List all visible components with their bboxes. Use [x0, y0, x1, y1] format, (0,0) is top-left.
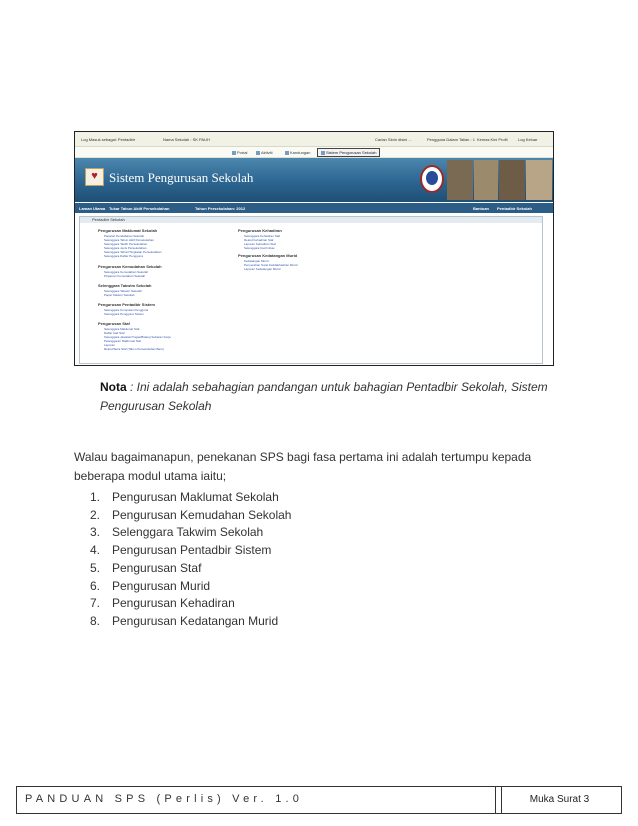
school-label: Nama Sekolah : SK PAUH [163, 137, 210, 142]
list-text: Selenggara Takwim Sekolah [112, 525, 264, 540]
online-label: Pengguna Dalam Talian : 1 [427, 137, 475, 142]
kandungan-label: Kandungan [290, 150, 311, 155]
link-item[interactable]: Penyerahan Surat Ketidakhadiran Murid [244, 263, 298, 267]
portal-icon [232, 151, 236, 155]
link-item[interactable]: Daftar Kad Staf [104, 331, 125, 335]
link-item[interactable]: Laporan [104, 343, 116, 347]
link-item[interactable]: Paparan Pendaftaran Sekolah [104, 234, 145, 238]
section-maklumat-sekolah: Pengurusan Maklumat Sekolah [98, 228, 158, 233]
list-item [90, 595, 291, 613]
banner-photo-4 [526, 160, 552, 200]
screenshot-toolbar [75, 147, 553, 158]
footer-title-cell [17, 787, 496, 813]
link-item[interactable]: Pinjaman Kemudahan Sekolah [104, 274, 146, 278]
link-item[interactable]: Selenggara Jawatan/Tugas/Bidang Sebaran Kerja [104, 335, 171, 339]
link-item[interactable]: Selenggara Kad Imbas [244, 246, 275, 250]
list-number: 2. [90, 507, 101, 522]
section-kedatangan-murid: Pengurusan Kedatangan Murid [238, 253, 298, 258]
portal-tab[interactable] [232, 150, 247, 155]
sistem-label: Sistem Pengurusan Sekolah [326, 150, 377, 155]
list-number: 3. [90, 525, 101, 540]
module-list [90, 489, 291, 631]
section-pentadbir-sistem: Pengurusan Pentadbir Sistem [98, 302, 155, 307]
screenshot-navbar [75, 203, 553, 213]
page-footer [16, 786, 622, 814]
aktiviti-tab[interactable] [256, 150, 273, 155]
link-item[interactable]: Rekod Kehadiran Staf [244, 238, 274, 242]
link-item[interactable]: Selenggara Kehadiran Staf [244, 234, 281, 238]
link-item[interactable]: Selenggara Daftar Pengguna [104, 254, 143, 258]
list-text: Pengurusan Kehadiran [112, 596, 235, 611]
list-number: 1. [90, 490, 101, 504]
emblem-icon [420, 165, 444, 193]
link-item[interactable]: Selenggara Maklumat Staf [104, 327, 140, 331]
list-text: Pengurusan Kemudahan Sekolah [112, 507, 292, 522]
emblem-center [426, 171, 438, 185]
aktiviti-icon [256, 151, 260, 155]
portal-label: Portal [237, 150, 248, 155]
list-number: 5. [90, 560, 101, 575]
banner-photo-2 [474, 160, 498, 200]
nav-tukar-tahun[interactable]: Tukar Tahun Aktif Persekolahan [109, 206, 170, 211]
profile-link[interactable]: Kemas Kini Profil [477, 137, 508, 142]
list-item [90, 560, 291, 578]
banner-photo-3 [499, 160, 525, 200]
list-number: 6. [90, 578, 101, 593]
intro-paragraph: Walau bagaimanapun, penekanan SPS bagi fasa pertama ini adalah tertumpu kepada beberapa modul utama iaitu; [74, 450, 532, 483]
link-item[interactable]: Laporan Kehadiran Staf [244, 242, 276, 246]
list-item [90, 578, 291, 596]
link-item[interactable]: Selenggara Jenis Persekolahan [104, 246, 147, 250]
section-kehadiran: Pengurusan Kehadiran [238, 228, 282, 233]
panel-header-label: Pentadbir Sekolah [92, 217, 125, 222]
link-item[interactable]: Selenggara Tarikh Persekolahan [104, 242, 148, 246]
screenshot-note [100, 378, 570, 416]
link-item[interactable]: Pelanggaran Maklumat Staf [104, 339, 142, 343]
nav-tahun-persekolahan: Tahun Persekolahan: 2012 [195, 206, 246, 211]
nav-pentadbir-sekolah[interactable]: Pentadbir Sekolah [497, 206, 532, 211]
link-item[interactable]: Selenggara Tahun Aktif Persekolahan [104, 238, 154, 242]
list-text: Pengurusan Kedatangan Murid [112, 613, 279, 628]
link-item[interactable]: Selenggara Tahun/Tingkatan Persekolahan [104, 250, 162, 254]
section-kemudahan-sekolah: Pengurusan Kemudahan Sekolah [98, 264, 162, 269]
list-number: 8. [90, 613, 101, 628]
sistem-icon [321, 151, 325, 155]
link-item[interactable]: Rekod Beza Staf (Tahun Persekolahan Baru) [104, 347, 164, 351]
banner-photo-1 [447, 160, 473, 200]
kandungan-tab[interactable] [285, 150, 310, 155]
screenshot-topbar [75, 132, 553, 147]
search-label[interactable]: Carian Skrin disini ... [375, 137, 412, 142]
system-screenshot [74, 131, 554, 366]
list-text: Pengurusan Staf [112, 560, 202, 575]
footer-title: PANDUAN SPS (Perlis) Ver. 1.0 [25, 793, 304, 805]
list-number: 7. [90, 596, 101, 611]
sistem-tab[interactable] [317, 148, 380, 157]
note-label: Nota [100, 380, 127, 394]
list-item [90, 507, 291, 525]
logout-link[interactable]: Log Keluar [518, 137, 538, 142]
section-takwim-sekolah: Selenggara Takwim Sekolah [98, 283, 152, 288]
link-item[interactable]: Selenggara Takwim Sekolah [104, 289, 142, 293]
nav-laman-utama[interactable]: Laman Utama [79, 206, 106, 211]
link-item[interactable]: Papar Takwim Sekolah [104, 293, 135, 297]
banner-title: Sistem Pengurusan Sekolah [109, 170, 254, 185]
list-text: Pengurusan Pentadbir Sistem [112, 543, 272, 558]
link-item[interactable]: Selenggara Kumpulan Pengguna [104, 308, 149, 312]
panel-header [80, 217, 542, 223]
list-item [90, 524, 291, 542]
list-text: Pengurusan Murid [112, 578, 211, 593]
list-text: Pengurusan Maklumat Sekolah [112, 490, 279, 504]
page-number: Muka Surat 3 [529, 794, 590, 805]
aktiviti-label: Aktiviti [261, 150, 273, 155]
screenshot-banner [75, 158, 553, 202]
heart-icon: ♥ [91, 170, 98, 182]
list-item [90, 489, 291, 507]
heart-logo-icon [85, 168, 104, 186]
footer-page-cell [501, 787, 617, 813]
link-item[interactable]: Selenggara Kemudahan Sekolah [104, 270, 149, 274]
list-item [90, 542, 291, 560]
link-item[interactable]: Kedatangan Murid [244, 259, 269, 263]
login-label: Log Masuk sebagai: Pentadbir [81, 137, 136, 142]
link-item[interactable]: Selenggara Pengguna Sistem [104, 312, 144, 316]
kandungan-icon [285, 151, 289, 155]
list-item [90, 613, 291, 631]
note-text: : Ini adalah sebahagian pandangan untuk bahagian Pentadbir Sekolah, Sistem Pengurusan Sekolah [100, 380, 548, 413]
pentadbir-panel [79, 216, 543, 364]
section-staf: Pengurusan Staf [98, 321, 130, 326]
link-item[interactable]: Laporan Kedatangan Murid [244, 267, 281, 271]
nav-bantuan[interactable]: Bantuan [473, 206, 489, 211]
list-number: 4. [90, 543, 101, 558]
